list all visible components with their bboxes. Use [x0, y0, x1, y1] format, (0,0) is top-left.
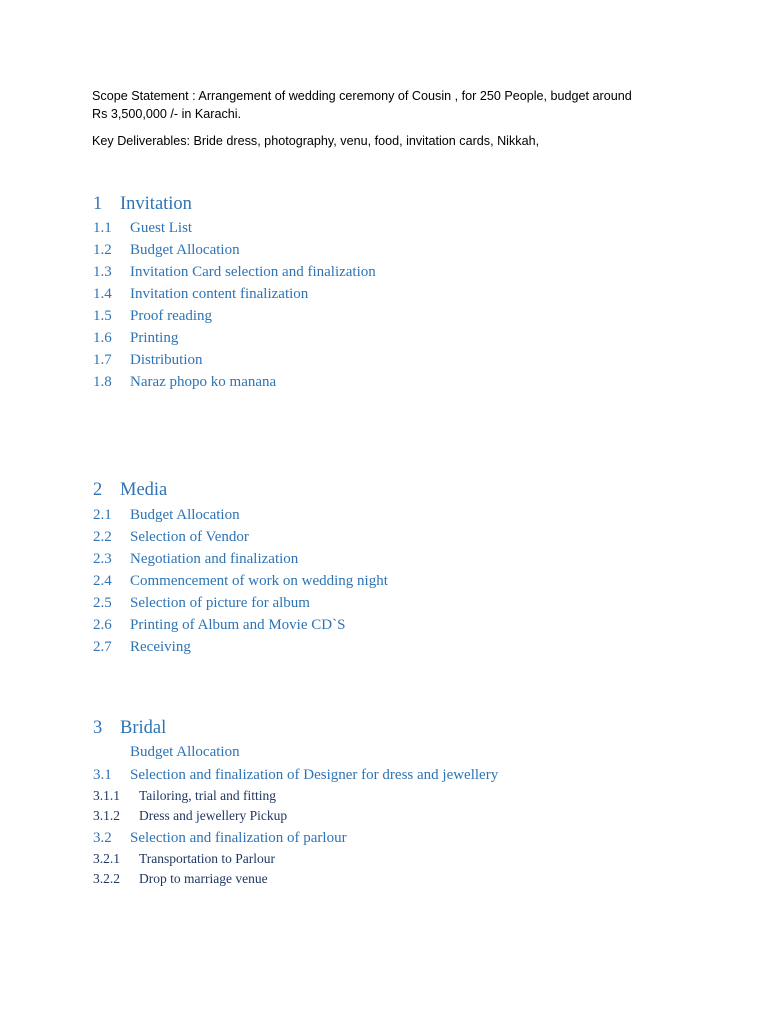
item-text: Distribution [130, 352, 203, 368]
list-item [93, 262, 376, 282]
item-text: Selection and finalization of parlour [130, 830, 347, 846]
item-text: Dress and jewellery Pickup [139, 808, 288, 823]
heading-number: 1 [93, 194, 103, 214]
list-item [93, 571, 388, 591]
item-text: Receiving [130, 639, 191, 655]
heading-number: 3 [93, 718, 103, 738]
item-number: 2.2 [93, 529, 112, 545]
list-item [93, 306, 212, 326]
item-text: Budget Allocation [130, 242, 240, 258]
list-item [93, 549, 298, 569]
list-item [93, 350, 203, 370]
item-number: 1.6 [93, 330, 112, 346]
list-item [93, 218, 192, 238]
scope-statement-line-2: Rs 3,500,000 /- in Karachi. [92, 107, 242, 121]
heading-title: Media [120, 480, 168, 500]
item-text: Selection of Vendor [130, 529, 249, 545]
item-text: Printing [130, 330, 179, 346]
list-item [93, 828, 347, 848]
heading-title: Bridal [120, 718, 167, 738]
item-text: Tailoring, trial and fitting [139, 788, 277, 803]
heading-invitation [93, 193, 192, 215]
item-number: 3.1 [93, 767, 112, 783]
sub-list-item [93, 787, 276, 805]
item-text: Drop to marriage venue [139, 871, 268, 886]
item-number: 3.2 [93, 830, 112, 846]
item-text: Transportation to Parlour [139, 851, 275, 866]
item-number: 3.2.2 [93, 871, 120, 886]
item-text: Commencement of work on wedding night [130, 573, 388, 589]
sub-list-item [93, 850, 275, 868]
item-number: 3.1.1 [93, 788, 120, 803]
item-text: Budget Allocation [130, 507, 240, 523]
item-number: 1.3 [93, 264, 112, 280]
sub-list-item [93, 807, 287, 825]
item-number: 2.3 [93, 551, 112, 567]
item-number: 2.1 [93, 507, 112, 523]
list-item [93, 328, 178, 348]
list-item [93, 765, 498, 785]
list-item [93, 505, 240, 525]
heading-title: Invitation [120, 194, 192, 214]
scope-statement-line-1: Scope Statement : Arrangement of wedding ceremony of Cousin , for 250 People, budget around [92, 89, 632, 103]
list-item [93, 527, 249, 547]
item-text: Printing of Album and Movie CD`S [130, 617, 346, 633]
list-item [93, 615, 345, 635]
list-item [93, 742, 240, 762]
item-text: Proof reading [130, 308, 213, 324]
item-number: 2.5 [93, 595, 112, 611]
heading-bridal [93, 717, 166, 739]
item-number: 1.2 [93, 242, 112, 258]
item-number: 3.2.1 [93, 851, 120, 866]
item-text: Selection of picture for album [130, 595, 310, 611]
list-item [93, 372, 276, 392]
item-number: 1.7 [93, 352, 112, 368]
item-text: Invitation Card selection and finalization [130, 264, 376, 280]
list-item [93, 637, 191, 657]
item-number: 2.7 [93, 639, 112, 655]
item-text: Budget Allocation [130, 744, 240, 760]
item-text: Selection and finalization of Designer for dress and jewellery [130, 767, 499, 783]
item-number: 1.1 [93, 220, 112, 236]
list-item [93, 240, 240, 260]
item-number: 1.4 [93, 286, 112, 302]
item-number: 3.1.2 [93, 808, 120, 823]
item-number: 2.4 [93, 573, 112, 589]
sub-list-item [93, 870, 268, 888]
list-item [93, 284, 308, 304]
list-item [93, 593, 310, 613]
item-number: 1.5 [93, 308, 112, 324]
item-text: Invitation content finalization [130, 286, 309, 302]
key-deliverables: Key Deliverables: Bride dress, photography, venu, food, invitation cards, Nikkah, [92, 134, 540, 148]
item-text: Guest List [130, 220, 193, 236]
item-number: 1.8 [93, 374, 112, 390]
item-text: Negotiation and finalization [130, 551, 299, 567]
heading-number: 2 [93, 480, 103, 500]
item-text: Naraz phopo ko manana [130, 374, 277, 390]
item-number: 2.6 [93, 617, 112, 633]
heading-media [93, 479, 167, 501]
